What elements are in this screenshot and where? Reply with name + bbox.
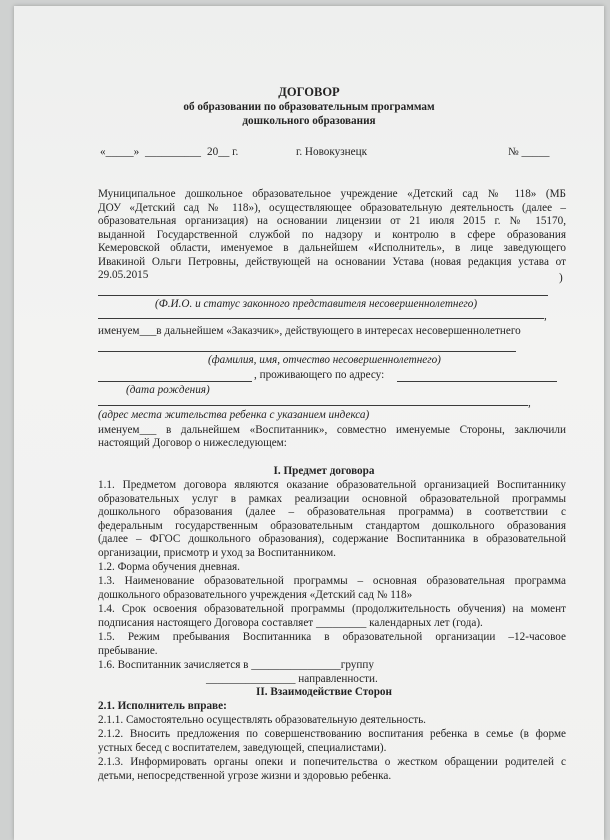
clause-line: организации, присмотр и уход за Воспитанником.: [98, 546, 336, 559]
clause-line: федеральным государственным образовательным стандартом дошкольного образования: [98, 519, 566, 532]
intro-line: образовательная организация) на основании лицензии от 21 июля 2015 г. № 15170,: [98, 215, 566, 227]
clause-line: 1.1. Предметом договора являются оказание образовательной организацией Воспитаннику: [98, 479, 566, 491]
document-subtitle-2: дошкольного образования: [242, 115, 376, 127]
date-month-blank: __________: [145, 146, 201, 158]
clause-1-3-line: 1.3. Наименование образовательной программы – основная образовательная программа: [98, 575, 566, 587]
document-title: ДОГОВОР: [278, 85, 340, 99]
intro-close-paren: ): [559, 272, 563, 284]
address-caption: (адрес места жительства ребенка с указанием индекса): [98, 409, 370, 421]
intro-line: Муниципальное дошкольное образовательное учреждение «Детский сад № 118» (МБ: [98, 188, 566, 200]
intro-line: Кемеровской области, именуемое в дальнейшем «Исполнитель», в лице заведующего: [98, 242, 566, 254]
clause-line: образовательных услуг в рамках реализации основной образовательной программы: [98, 492, 566, 505]
parent-name-line: [98, 295, 548, 296]
clause-1-4-line: подписания настоящего Договора составляет _________ календарных лет (года).: [98, 616, 483, 629]
clause-1-5-line: пребывание.: [98, 644, 158, 657]
comma: ,: [528, 397, 531, 409]
intro-line: ДОУ «Детский сад № 118»), осуществляющее образовательную деятельность (далее –: [98, 201, 566, 214]
clause-2-1-3-line: 2.1.3. Информировать органы опеки и попечительства о жестком обращении родителей с: [98, 756, 566, 768]
clause-line: дошкольного образования (далее – образовательная программа) в соответствии с: [98, 506, 566, 518]
clause-1-6-line: 1.6. Воспитанник зачисляется в ________________группу: [98, 659, 374, 671]
clause-1-6-line: ________________ направленности.: [206, 672, 378, 685]
address-line-1: [397, 381, 557, 382]
comma: ,: [544, 310, 547, 322]
date-day-blank: «_____»: [100, 146, 140, 158]
contract-page: [14, 6, 604, 840]
contract-city: г. Новокузнецк: [296, 146, 368, 158]
intro-line: выданной Государственной службой по надзору и контролю в сфере образования: [98, 228, 566, 241]
section-2-title: II. Взаимодействие Сторон: [256, 686, 392, 698]
clause-1-5-line: 1.5. Режим пребывания Воспитанника в образовательной организации –12-часовое: [98, 631, 566, 643]
clause-2-1-2-line: устных бесед с воспитателем, заведующей, специалистами).: [98, 741, 387, 754]
clause-2-1-1: 2.1.1. Самостоятельно осуществлять образовательную деятельность.: [98, 714, 426, 726]
date-year: 20__ г.: [207, 146, 239, 158]
residing-text: , проживающего по адресу:: [254, 369, 385, 381]
clause-2-1-2-line: 2.1.2. Вносить предложения по совершенствованию воспитания ребенка в семье (в форме: [98, 728, 566, 740]
clause-1-2: 1.2. Форма обучения дневная.: [98, 561, 240, 573]
parent-status-line: [98, 318, 544, 319]
child-name-line: [98, 351, 516, 352]
child-caption: (фамилия, имя, отчество несовершеннолетнего): [208, 354, 441, 366]
customer-text: именуем___в дальнейшем «Заказчик», действующего в интересах несовершеннолетнего: [98, 325, 521, 337]
birth-date-line: [98, 381, 252, 382]
document-subtitle-1: об образовании по образовательным программам: [183, 101, 435, 113]
address-line-2: [98, 405, 528, 406]
intro-line: Ивакиной Ольги Петровны, действующей на основании Устава (новая редакция устава от: [98, 255, 566, 268]
pupil-line: именуем___ в дальнейшем «Воспитанник», совместно именуемые Стороны, заключили: [98, 424, 566, 436]
clause-2-1-3-line: детьми, непосредственной угрозе жизни и здоровью ребенка.: [98, 769, 392, 782]
intro-line: 29.05.2015: [98, 269, 149, 281]
section-1-title: I. Предмет договора: [273, 465, 375, 477]
contract-number: № _____: [508, 146, 550, 158]
clause-1-3-line: дошкольного образовательного учреждения «Детский сад № 118»: [98, 588, 413, 601]
clause-1-4-line: 1.4. Срок освоения образовательной программы (продолжительность обучения) на момент: [98, 603, 566, 615]
birth-caption: (дата рождения): [126, 384, 210, 396]
parent-caption: (Ф.И.О. и статус законного представителя несовершеннолетнего): [155, 298, 478, 310]
clause-line: (далее – ФГОС дошкольного образования), содержание Воспитанника в образовательной: [98, 533, 566, 545]
subsection-2-1-title: 2.1. Исполнитель вправе:: [98, 700, 227, 712]
pupil-line: настоящий Договор о нижеследующем:: [98, 437, 287, 449]
